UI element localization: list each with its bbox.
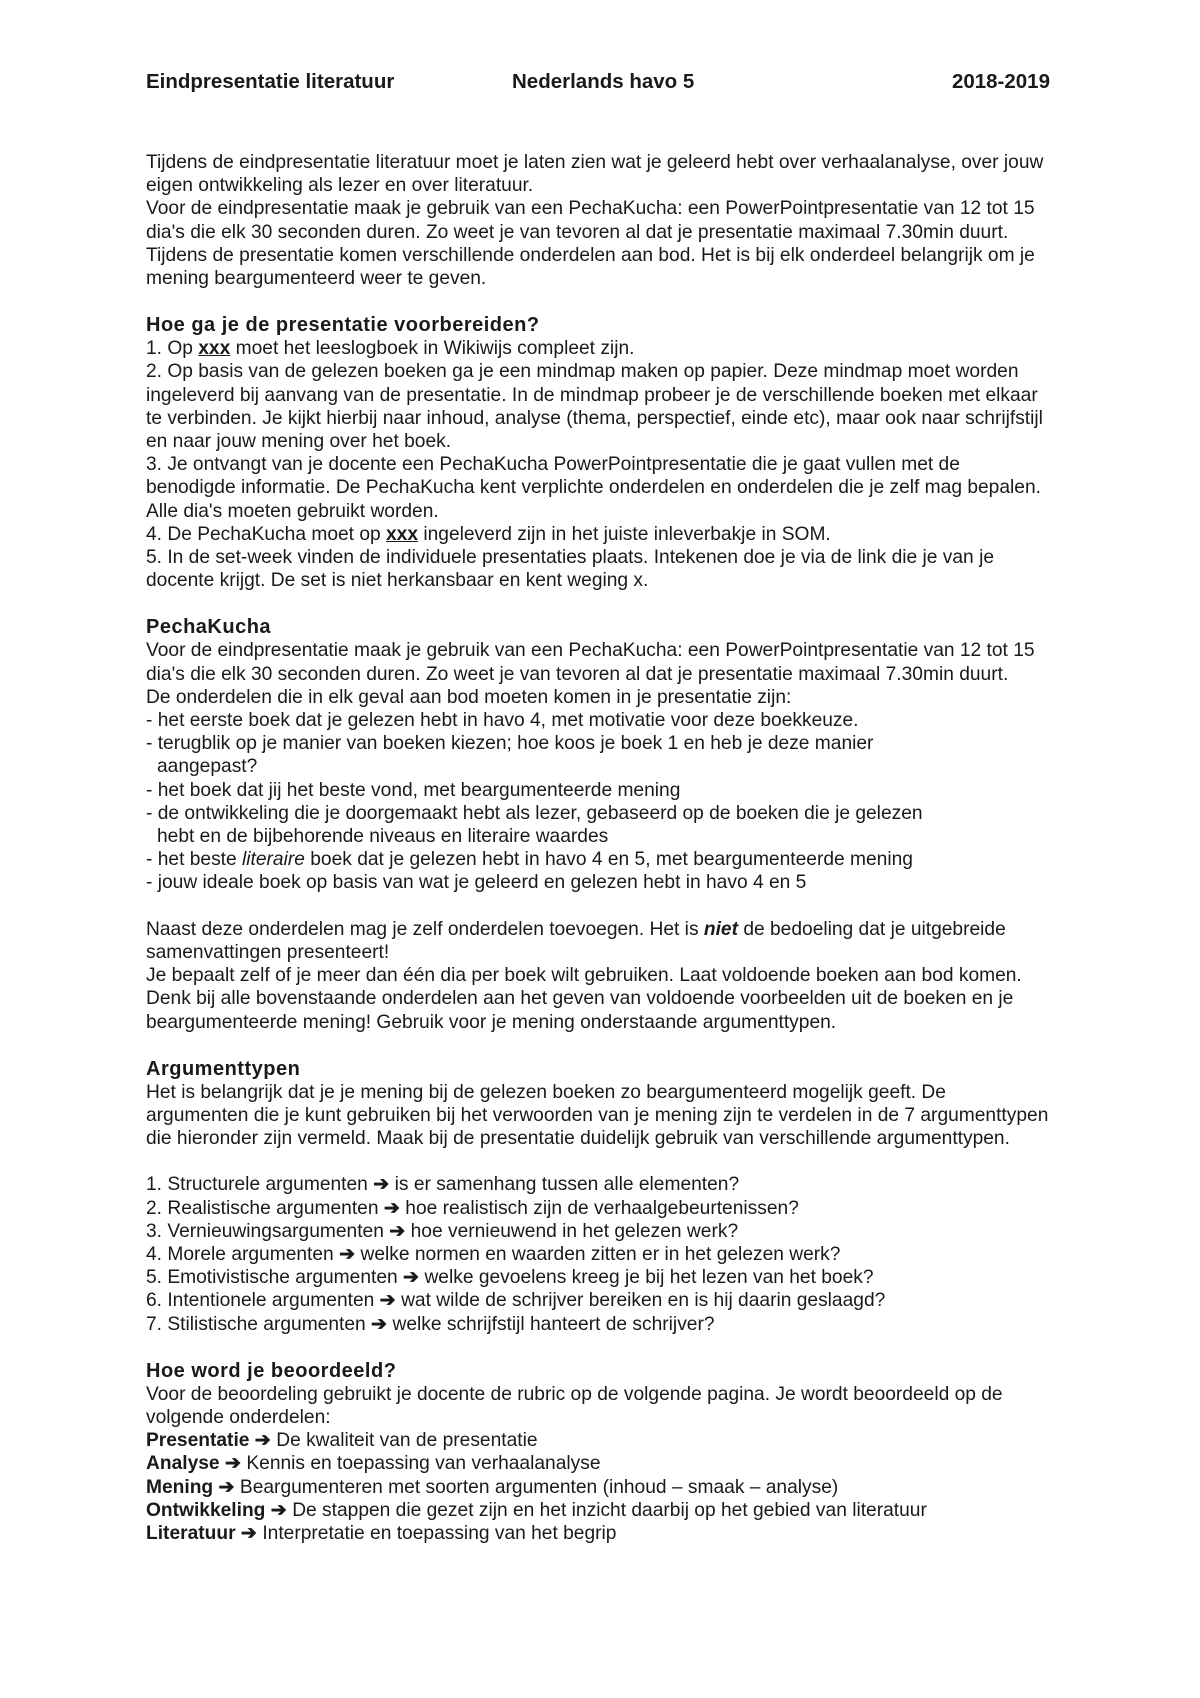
criterion-desc: Kennis en toepassing van verhaalanalyse [246,1453,601,1475]
arrow-icon: ➔ [373,1174,390,1196]
header-title: Eindpresentatie literatuur [146,70,395,93]
criterion-desc: De stappen die gezet zijn en het inzicht daarbij op het gebied van literatuur [292,1499,927,1521]
argument-item: 3. Vernieuwingsargumenten ➔ hoe vernieuwend in het gelezen werk? [146,1220,739,1242]
prep-step: 5. In de set-week vinden de individuele presentaties plaats. Intekenen doe je via de link die je van je docente krijgt. De set is niet herkansbaar en kent weging x. [146,547,994,592]
placeholder-date: xxx [386,523,419,545]
intro-paragraph: Tijdens de eindpresentatie literatuur moet je laten zien wat je geleerd hebt over verhaalanalyse, over jouw eigen ontwikkeling als lezer en over literatuur. [146,152,1044,197]
section-heading: Hoe word je beoordeeld? [146,1359,397,1382]
argument-item: 2. Realistische argumenten ➔ hoe realistisch zijn de verhaalgebeurtenissen? [146,1197,799,1219]
placeholder-date: xxx [198,338,231,360]
body-paragraph: De onderdelen die in elk geval aan bod moeten komen in je presentatie zijn: [146,686,792,708]
criterion-item [146,1429,1050,1452]
header-subject: Nederlands havo 5 [512,70,695,93]
criterion-term: Literatuur [146,1522,236,1544]
criterion-term: Presentatie [146,1430,250,1452]
arrow-icon: ➔ [270,1499,287,1521]
arrow-icon: ➔ [240,1522,257,1544]
body-paragraph: Het is belangrijk dat je je mening bij de gelezen boeken zo beargumenteerd mogelijk geeft. De argumenten die je kunt gebruiken bij het verwoorden van je mening zijn te verdelen in de 7 argumenttypen die hieronder zijn vermeld. Maak bij de presentatie duidelijk gebruik van verschillende argumenttypen. [146,1081,1049,1150]
argument-item: 4. Morele argumenten ➔ welke normen en waarden zitten er in het gelezen werk? [146,1243,841,1265]
prep-section [146,313,1050,592]
criterion-item [146,1522,1050,1545]
beoordeling-section [146,1359,1050,1545]
body-paragraph: Voor de beoordeling gebruikt je docente de rubric op de volgende pagina. Je wordt beoordeeld op de volgende onderdelen: [146,1383,1003,1428]
list-item-continuation: aangepast? [157,756,258,778]
arrow-icon: ➔ [403,1267,420,1289]
argument-list [146,1173,1050,1335]
argumenttypen-section [146,1057,1050,1336]
body-paragraph: Naast deze onderdelen mag je zelf onderdelen toevoegen. Het is niet de bedoeling dat je uitgebreide samenvattingen presenteert! [146,918,1006,963]
criterion-item [146,1476,1050,1499]
header-year: 2018-2019 [951,70,1050,93]
arrow-icon: ➔ [224,1453,242,1475]
section-heading: Hoe ga je de presentatie voorbereiden? [146,314,540,337]
argument-item: 5. Emotivistische argumenten ➔ welke gevoelens kreeg je bij het lezen van het boek? [146,1267,874,1289]
body-paragraph: Je bepaalt zelf of je meer dan één dia per boek wilt gebruiken. Laat voldoende boeken aan bod komen. [146,965,1022,987]
list-item: - het eerste boek dat je gelezen hebt in havo 4, met motivatie voor deze boekkeuze. [146,710,859,732]
criterion-term: Mening [146,1476,214,1498]
arrow-icon: ➔ [254,1430,271,1452]
criterion-desc: De kwaliteit van de presentatie [276,1430,538,1452]
prep-step: 3. Je ontvangt van je docente een PechaKucha PowerPointpresentatie die je gaat vullen met de benodigde informatie. De PechaKucha kent verplichte onderdelen en onderdelen die je zelf mag bepalen. Alle dia's moeten gebruikt worden. [146,454,1041,522]
list-item-continuation: hebt en de bijbehorende niveaus en literaire waardes [157,826,609,848]
page-header [146,70,1050,94]
criterion-desc: Beargumenteren met soorten argumenten (inhoud – smaak – analyse) [239,1476,839,1498]
list-item: - jouw ideale boek op basis van wat je geleerd en gelezen hebt in havo 4 en 5 [146,872,807,894]
criterion-term: Analyse [146,1453,220,1475]
criterion-item [146,1452,1050,1475]
criterion-term: Ontwikkeling [146,1499,266,1521]
arrow-icon: ➔ [218,1476,235,1498]
criteria-list [146,1429,1050,1545]
body-paragraph: Voor de eindpresentatie maak je gebruik van een PechaKucha: een PowerPointpresentatie van 12 tot 15 dia's die elk 30 seconden duren. Zo weet je van tevoren al dat je presentatie maximaal 7.30min duurt. [146,640,1035,685]
criterion-desc: Interpretatie en toepassing van het begrip [262,1522,617,1544]
prep-step: 2. Op basis van de gelezen boeken ga je een mindmap maken op papier. Deze mindmap moet worden ingeleverd bij aanvang van de presentatie. In de mindmap probeer je de verschillende boeken met elkaar te verbinden. Je kijkt hierbij naar inhoud, analyse (thema, perspectief, einde etc), maar ook naar schrijfstijl en naar jouw mening over het boek. [146,361,1043,453]
section-heading: Argumenttypen [146,1057,301,1080]
intro-paragraph: Voor de eindpresentatie maak je gebruik van een PechaKucha: een PowerPointpresentatie van 12 tot 15 dia's die elk 30 seconden duren. Zo weet je van tevoren al dat je presentatie maximaal 7.30min duurt. Tijdens de presentatie komen verschillende onderdelen aan bod. Het is bij elk onderdeel belangrijk om je mening beargumenteerd weer te geven. [146,198,1035,290]
argument-item: 1. Structurele argumenten ➔ is er samenhang tussen alle elementen? [146,1174,740,1196]
list-item: - het beste literaire boek dat je gelezen hebt in havo 4 en 5, met beargumenteerde mening [146,849,913,871]
emphasis-text: niet [703,918,738,940]
arrow-icon: ➔ [339,1243,356,1265]
section-heading: PechaKucha [146,616,272,639]
list-item: - de ontwikkeling die je doorgemaakt hebt als lezer, gebaseerd op de boeken die je gelezen [146,802,923,824]
arrow-icon: ➔ [379,1290,396,1312]
argument-item: 6. Intentionele argumenten ➔ wat wilde de schrijver bereiken en is hij daarin geslaagd? [146,1290,886,1312]
arrow-icon: ➔ [371,1313,388,1335]
argument-item: 7. Stilistische argumenten ➔ welke schrijfstijl hanteert de schrijver? [146,1313,715,1335]
list-item: - terugblik op je manier van boeken kiezen; hoe koos je boek 1 en heb je deze manier [146,733,874,755]
arrow-icon: ➔ [383,1197,400,1219]
intro-section [146,151,1050,290]
prep-step: 4. De PechaKucha moet op xxx ingeleverd zijn in het juiste inleverbakje in SOM. [146,523,831,545]
prep-step: 1. Op xxx moet het leeslogboek in Wikiwijs compleet zijn. [146,338,635,360]
arrow-icon: ➔ [389,1220,406,1242]
list-item: - het boek dat jij het beste vond, met beargumenteerde mening [146,779,681,801]
body-paragraph: Denk bij alle bovenstaande onderdelen aan het geven van voldoende voorbeelden uit de boeken en je beargumenteerde mening! Gebruik voor je mening onderstaande argumenttypen. [146,988,1014,1033]
pechakucha-section [146,615,1050,1033]
criterion-item [146,1499,1050,1522]
